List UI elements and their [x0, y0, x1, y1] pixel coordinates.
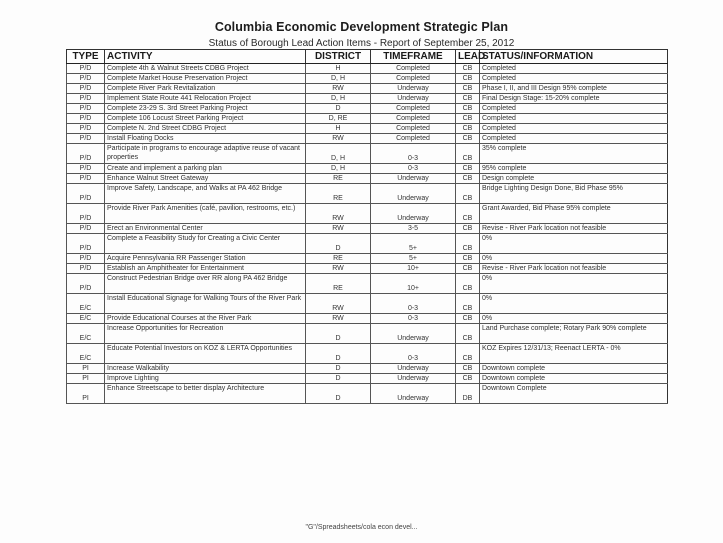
- cell-type: P/D: [67, 104, 105, 114]
- cell-status: Completed: [480, 104, 668, 114]
- cell-activity: Participate in programs to encourage adaptive reuse of vacant properties: [105, 144, 306, 164]
- cell-timeframe: Underway: [371, 324, 456, 344]
- cell-timeframe: 5+: [371, 254, 456, 264]
- cell-timeframe: 10+: [371, 274, 456, 294]
- cell-lead: DB: [456, 384, 480, 404]
- cell-status: Completed: [480, 134, 668, 144]
- cell-activity: Enhance Streetscape to better display Architecture: [105, 384, 306, 404]
- cell-type: P/D: [67, 174, 105, 184]
- table-row: [67, 124, 668, 134]
- cell-timeframe: Underway: [371, 184, 456, 204]
- table-row: [67, 314, 668, 324]
- cell-status: Bridge Lighting Design Done, Bid Phase 95%: [480, 184, 668, 204]
- cell-status: Revise - River Park location not feasible: [480, 264, 668, 274]
- cell-district: RW: [306, 204, 371, 224]
- cell-timeframe: Underway: [371, 94, 456, 104]
- cell-type: P/D: [67, 204, 105, 224]
- table-row: [67, 294, 668, 314]
- cell-timeframe: 0-3: [371, 164, 456, 174]
- cell-activity: Complete River Park Revitalization: [105, 84, 306, 94]
- cell-type: PI: [67, 384, 105, 404]
- cell-type: P/D: [67, 84, 105, 94]
- cell-status: 0%: [480, 234, 668, 254]
- cell-type: P/D: [67, 74, 105, 84]
- cell-type: E/C: [67, 324, 105, 344]
- cell-lead: CB: [456, 224, 480, 234]
- cell-status: 0%: [480, 314, 668, 324]
- cell-district: RW: [306, 264, 371, 274]
- cell-activity: Install Floating Docks: [105, 134, 306, 144]
- table-row: [67, 254, 668, 264]
- cell-timeframe: 3-5: [371, 224, 456, 234]
- cell-lead: CB: [456, 204, 480, 224]
- cell-type: P/D: [67, 224, 105, 234]
- action-items-table: [66, 49, 668, 404]
- cell-status: Completed: [480, 74, 668, 84]
- cell-status: Downtown complete: [480, 364, 668, 374]
- cell-district: RE: [306, 254, 371, 264]
- cell-district: D: [306, 234, 371, 254]
- table-row: [67, 364, 668, 374]
- cell-district: RW: [306, 224, 371, 234]
- cell-district: RW: [306, 134, 371, 144]
- cell-timeframe: Completed: [371, 114, 456, 124]
- cell-type: P/D: [67, 134, 105, 144]
- cell-activity: Acquire Pennsylvania RR Passenger Station: [105, 254, 306, 264]
- table-row: [67, 274, 668, 294]
- cell-type: PI: [67, 364, 105, 374]
- cell-lead: CB: [456, 364, 480, 374]
- cell-district: D: [306, 364, 371, 374]
- table-header-row: [67, 50, 668, 64]
- table-row: [67, 164, 668, 174]
- cell-district: D: [306, 384, 371, 404]
- header-status: STATUS/INFORMATION: [480, 50, 668, 64]
- cell-lead: CB: [456, 164, 480, 174]
- cell-lead: CB: [456, 234, 480, 254]
- cell-type: P/D: [67, 94, 105, 104]
- cell-type: E/C: [67, 294, 105, 314]
- table-row: [67, 374, 668, 384]
- cell-lead: CB: [456, 254, 480, 264]
- cell-lead: CB: [456, 124, 480, 134]
- cell-status: Final Design Stage: 15-20% complete: [480, 94, 668, 104]
- cell-activity: Provide Educational Courses at the River Park: [105, 314, 306, 324]
- cell-lead: CB: [456, 184, 480, 204]
- cell-lead: CB: [456, 114, 480, 124]
- table-row: [67, 184, 668, 204]
- cell-status: Completed: [480, 114, 668, 124]
- cell-lead: CB: [456, 84, 480, 94]
- table-row: [67, 324, 668, 344]
- cell-timeframe: Completed: [371, 64, 456, 74]
- cell-timeframe: 0-3: [371, 344, 456, 364]
- document-subtitle: Status of Borough Lead Action Items - Report of September 25, 2012: [208, 38, 515, 49]
- cell-timeframe: 0-3: [371, 314, 456, 324]
- cell-activity: Create and implement a parking plan: [105, 164, 306, 174]
- cell-status: 95% complete: [480, 164, 668, 174]
- table-row: [67, 224, 668, 234]
- cell-type: E/C: [67, 314, 105, 324]
- cell-activity: Enhance Walnut Street Gateway: [105, 174, 306, 184]
- cell-timeframe: 5+: [371, 234, 456, 254]
- cell-type: P/D: [67, 114, 105, 124]
- cell-status: Completed: [480, 64, 668, 74]
- cell-activity: Improve Lighting: [105, 374, 306, 384]
- table-row: [67, 134, 668, 144]
- cell-lead: CB: [456, 74, 480, 84]
- cell-district: D, RE: [306, 114, 371, 124]
- cell-lead: CB: [456, 344, 480, 364]
- table-row: [67, 74, 668, 84]
- cell-timeframe: Underway: [371, 204, 456, 224]
- cell-type: P/D: [67, 64, 105, 74]
- header-timeframe: TIMEFRAME: [371, 50, 456, 64]
- header-district: DISTRICT: [306, 50, 371, 64]
- cell-status: 35% complete: [480, 144, 668, 164]
- cell-type: P/D: [67, 164, 105, 174]
- cell-type: P/D: [67, 124, 105, 134]
- cell-activity: Complete a Feasibility Study for Creating a Civic Center: [105, 234, 306, 254]
- cell-timeframe: 0-3: [371, 294, 456, 314]
- table-row: [67, 114, 668, 124]
- cell-lead: CB: [456, 104, 480, 114]
- cell-district: D, H: [306, 164, 371, 174]
- table-row: [67, 384, 668, 404]
- cell-type: PI: [67, 374, 105, 384]
- cell-activity: Improve Safety, Landscape, and Walks at PA 462 Bridge: [105, 184, 306, 204]
- cell-timeframe: Completed: [371, 104, 456, 114]
- cell-timeframe: Completed: [371, 74, 456, 84]
- cell-district: D: [306, 344, 371, 364]
- cell-type: P/D: [67, 234, 105, 254]
- cell-district: H: [306, 124, 371, 134]
- table-row: [67, 64, 668, 74]
- cell-timeframe: Underway: [371, 384, 456, 404]
- cell-status: 0%: [480, 254, 668, 264]
- cell-district: H: [306, 64, 371, 74]
- cell-activity: Construct Pedestrian Bridge over RR along PA 462 Bridge: [105, 274, 306, 294]
- cell-activity: Complete 23-29 S. 3rd Street Parking Project: [105, 104, 306, 114]
- cell-district: D: [306, 104, 371, 114]
- cell-activity: Erect an Environmental Center: [105, 224, 306, 234]
- cell-timeframe: 10+: [371, 264, 456, 274]
- cell-timeframe: Underway: [371, 84, 456, 94]
- cell-lead: CB: [456, 294, 480, 314]
- cell-activity: Complete 4th & Walnut Streets CDBG Project: [105, 64, 306, 74]
- cell-district: D: [306, 374, 371, 384]
- file-path-footer: "G"/Spreadsheets/cola econ devel...: [305, 524, 418, 531]
- table-row: [67, 264, 668, 274]
- table-row: [67, 204, 668, 224]
- cell-type: P/D: [67, 274, 105, 294]
- cell-type: P/D: [67, 264, 105, 274]
- table-row: [67, 94, 668, 104]
- cell-district: D: [306, 324, 371, 344]
- cell-status: Downtown complete: [480, 374, 668, 384]
- cell-district: RW: [306, 294, 371, 314]
- cell-status: Completed: [480, 124, 668, 134]
- cell-activity: Increase Walkability: [105, 364, 306, 374]
- cell-district: RE: [306, 274, 371, 294]
- cell-district: D, H: [306, 144, 371, 164]
- cell-lead: CB: [456, 314, 480, 324]
- cell-lead: CB: [456, 274, 480, 294]
- cell-status: 0%: [480, 274, 668, 294]
- cell-lead: CB: [456, 174, 480, 184]
- cell-status: Land Purchase complete; Rotary Park 90% complete: [480, 324, 668, 344]
- cell-lead: CB: [456, 64, 480, 74]
- cell-activity: Establish an Amphitheater for Entertainment: [105, 264, 306, 274]
- cell-status: Phase I, II, and III Design 95% complete: [480, 84, 668, 94]
- cell-lead: CB: [456, 374, 480, 384]
- table-row: [67, 144, 668, 164]
- cell-district: RE: [306, 174, 371, 184]
- cell-activity: Complete Market House Preservation Project: [105, 74, 306, 84]
- table-row: [67, 174, 668, 184]
- cell-timeframe: Underway: [371, 174, 456, 184]
- cell-timeframe: 0-3: [371, 144, 456, 164]
- cell-district: RE: [306, 184, 371, 204]
- cell-district: RW: [306, 84, 371, 94]
- cell-lead: CB: [456, 264, 480, 274]
- cell-type: P/D: [67, 184, 105, 204]
- cell-district: D, H: [306, 94, 371, 104]
- cell-status: Revise - River Park location not feasible: [480, 224, 668, 234]
- table-row: [67, 104, 668, 114]
- table-row: [67, 84, 668, 94]
- cell-timeframe: Completed: [371, 134, 456, 144]
- cell-status: Grant Awarded, Bid Phase 95% complete: [480, 204, 668, 224]
- cell-type: E/C: [67, 344, 105, 364]
- cell-district: D, H: [306, 74, 371, 84]
- cell-timeframe: Underway: [371, 364, 456, 374]
- cell-status: 0%: [480, 294, 668, 314]
- cell-activity: Increase Opportunities for Recreation: [105, 324, 306, 344]
- cell-lead: CB: [456, 324, 480, 344]
- cell-lead: CB: [456, 144, 480, 164]
- cell-activity: Complete N. 2nd Street CDBG Project: [105, 124, 306, 134]
- cell-type: P/D: [67, 254, 105, 264]
- cell-status: Design complete: [480, 174, 668, 184]
- cell-status: Downtown Complete: [480, 384, 668, 404]
- cell-type: P/D: [67, 144, 105, 164]
- cell-timeframe: Underway: [371, 374, 456, 384]
- table-row: [67, 234, 668, 254]
- header-activity: ACTIVITY: [105, 50, 306, 64]
- cell-activity: Educate Potential Investors on KOZ & LERTA Opportunities: [105, 344, 306, 364]
- header-type: TYPE: [67, 50, 105, 64]
- header-lead: LEAD: [456, 50, 480, 64]
- cell-status: KOZ Expires 12/31/13; Reenact LERTA - 0%: [480, 344, 668, 364]
- cell-activity: Install Educational Signage for Walking Tours of the River Park: [105, 294, 306, 314]
- cell-activity: Implement State Route 441 Relocation Project: [105, 94, 306, 104]
- cell-timeframe: Completed: [371, 124, 456, 134]
- cell-lead: CB: [456, 94, 480, 104]
- document-title: Columbia Economic Development Strategic Plan: [214, 20, 509, 34]
- cell-district: RW: [306, 314, 371, 324]
- cell-lead: CB: [456, 134, 480, 144]
- cell-activity: Complete 106 Locust Street Parking Project: [105, 114, 306, 124]
- cell-activity: Provide River Park Amenities (café, pavilion, restrooms, etc.): [105, 204, 306, 224]
- table-row: [67, 344, 668, 364]
